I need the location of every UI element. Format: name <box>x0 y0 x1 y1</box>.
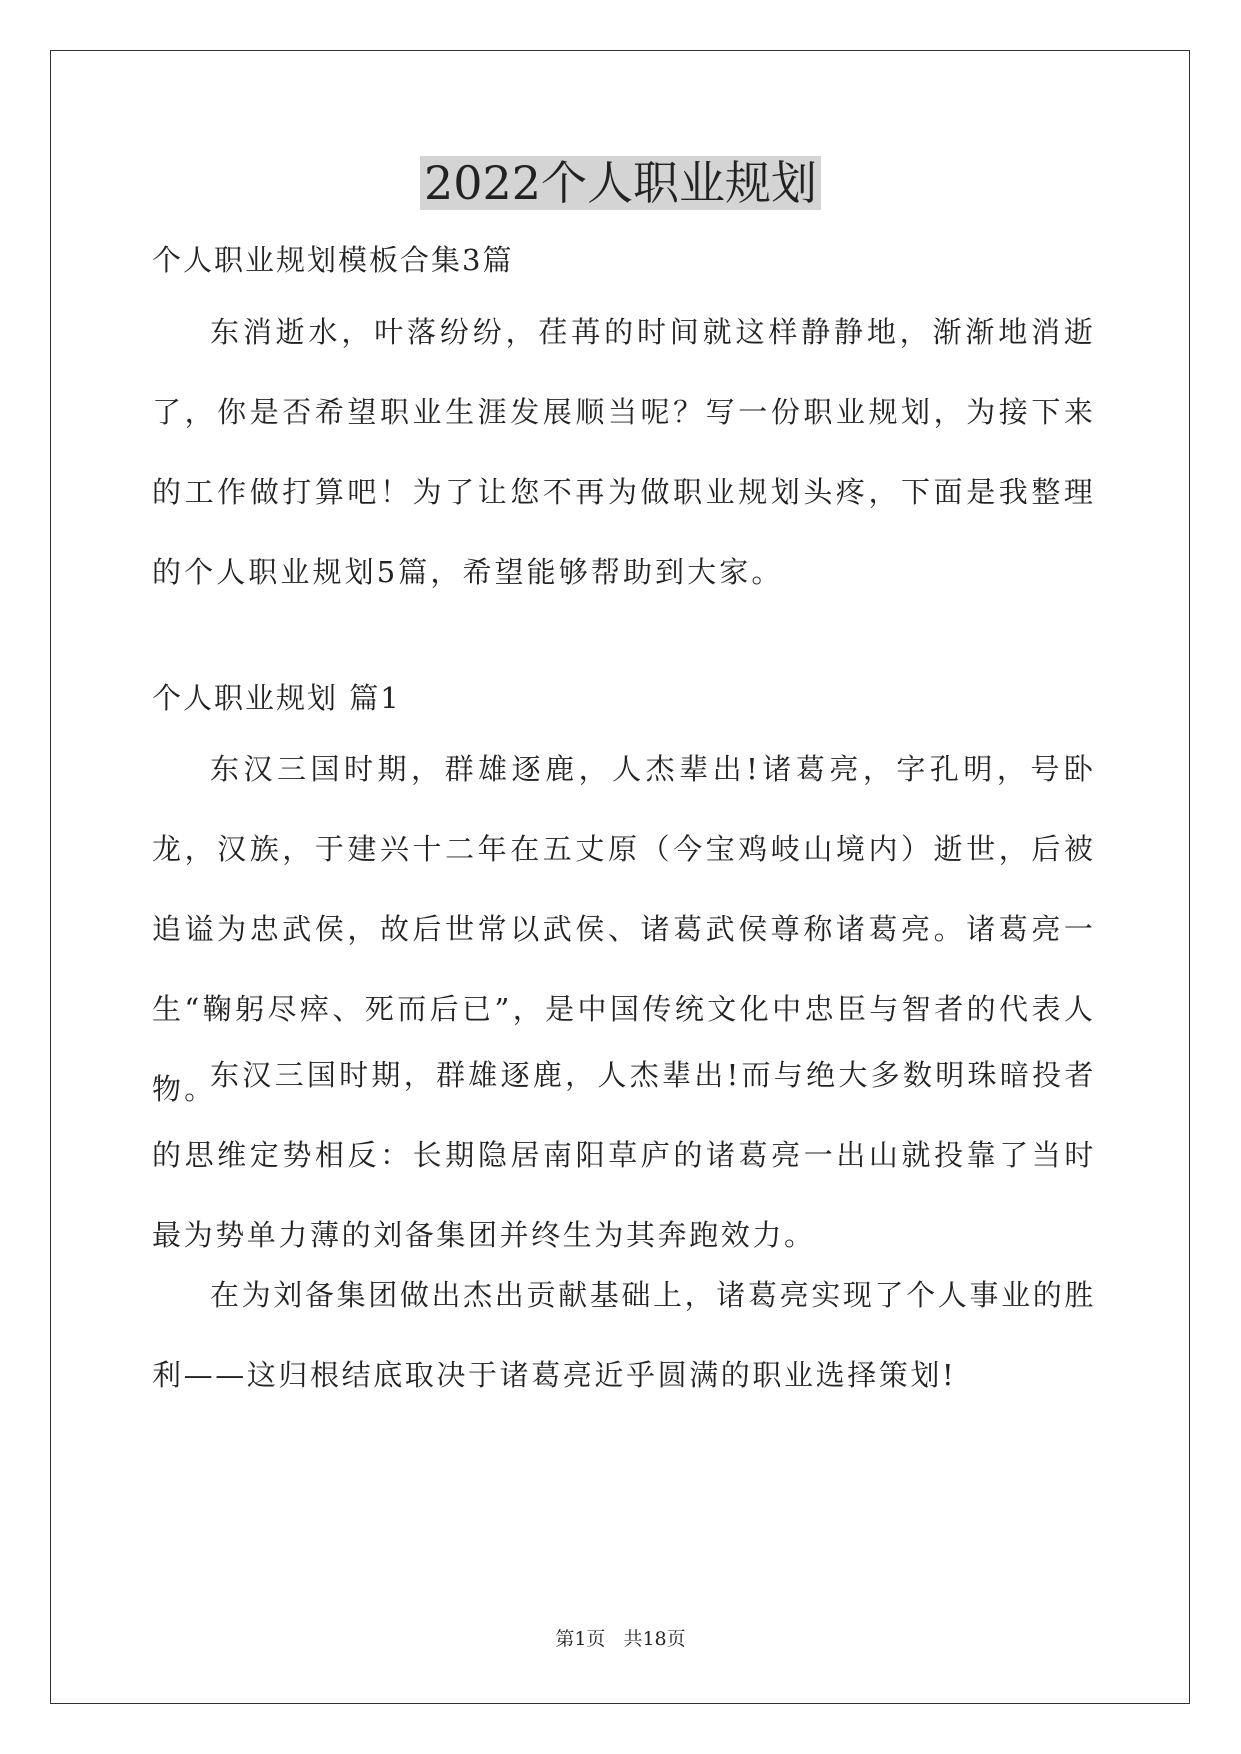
page-number: 第1页 <box>555 1628 606 1650</box>
body-paragraph-2: 东汉三国时期，群雄逐鹿，人杰辈出!而与绝大多数明珠暗投者的思维定势相反：长期隐居南阳草庐的诸葛亮一出山就投靠了当时最为势单力薄的刘备集团并终生为其奔跑效力。 <box>152 1058 1096 1252</box>
subtitle: 个人职业规划模板合集3篇 <box>152 243 514 277</box>
body-paragraph-1: 东汉三国时期，群雄逐鹿，人杰辈出!诸葛亮，字孔明，号卧龙，汉族，于建兴十二年在五丈原（今宝鸡岐山境内）逝世，后被追谥为忠武侯，故后世常以武侯、诸葛武侯尊称诸葛亮。诸葛亮一生“鞠躬尽瘁、死而后已”，是中国传统文化中忠臣与智者的代表人物。 <box>152 752 1096 1106</box>
page-total: 共18页 <box>623 1628 686 1650</box>
body-paragraph-3: 在为刘备集团做出杰出贡献基础上，诸葛亮实现了个人事业的胜利——这归根结底取决于诸葛亮近乎圆满的职业选择策划! <box>152 1278 1096 1392</box>
intro-paragraph: 东消逝水，叶落纷纷，荏苒的时间就这样静静地，渐渐地消逝了，你是否希望职业生涯发展顺当呢？写一份职业规划，为接下来的工作做打算吧！为了让您不再为做职业规划头疼，下面是我整理的个人职业规划5篇，希望能够帮助到大家。 <box>152 315 1096 589</box>
page-footer <box>0 1626 1241 1652</box>
title-text: 2022个人职业规划 <box>420 156 821 210</box>
section-heading: 个人职业规划 篇1 <box>152 681 401 715</box>
document-title <box>0 153 1241 213</box>
